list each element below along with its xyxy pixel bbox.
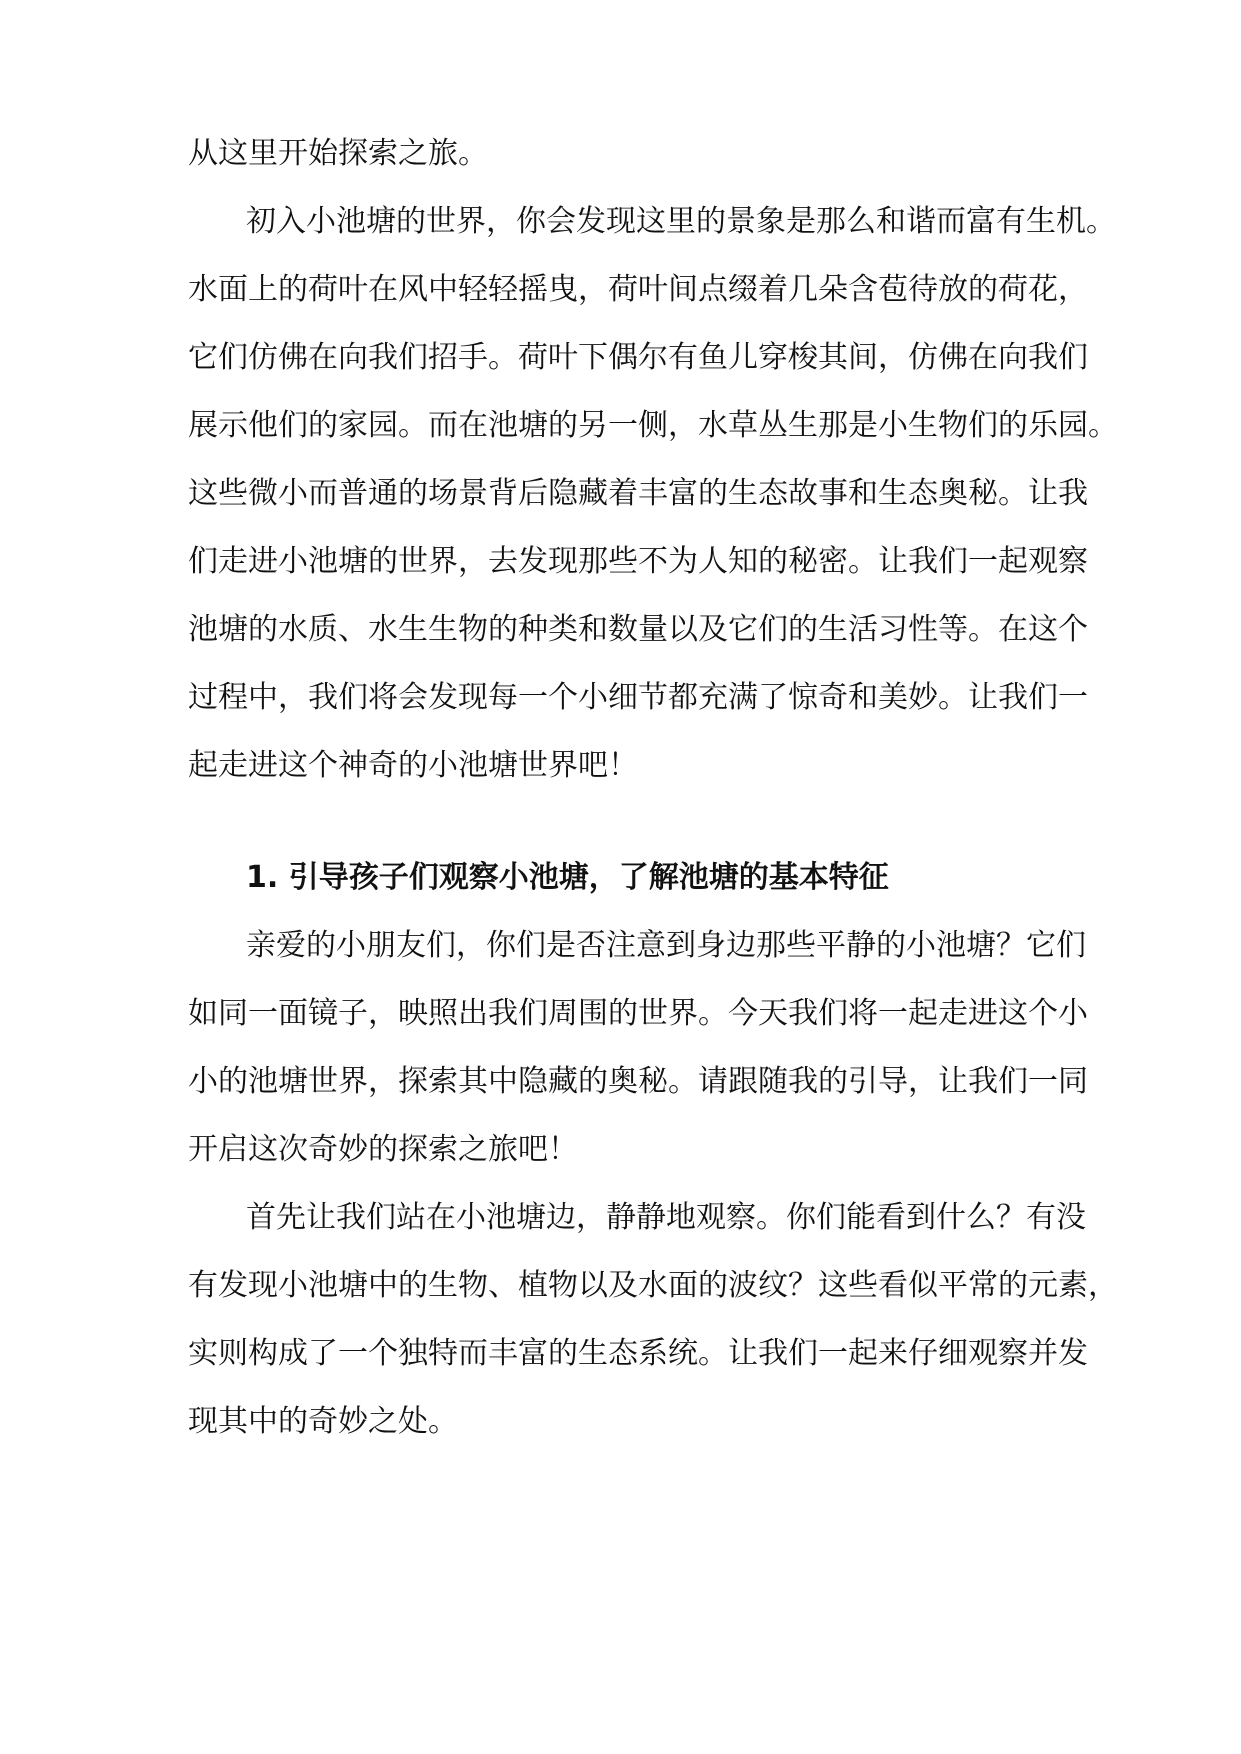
paragraph-line: 起走进这个神奇的小池塘世界吧！: [188, 748, 638, 783]
paragraph-line: 现其中的奇妙之处。: [188, 1404, 458, 1439]
paragraph-line: 水面上的荷叶在风中轻轻摇曳，荷叶间点缀着几朵含苞待放的荷花，: [188, 272, 1088, 307]
paragraph-line: 过程中，我们将会发现每一个小细节都充满了惊奇和美妙。让我们一: [188, 680, 1088, 715]
paragraph-line: 初入小池塘的世界，你会发现这里的景象是那么和谐而富有生机。: [246, 204, 1116, 239]
paragraph-line: 亲爱的小朋友们，你们是否注意到身边那些平静的小池塘？它们: [246, 928, 1086, 963]
paragraph-line: 这些微小而普通的场景背后隐藏着丰富的生态故事和生态奥秘。让我: [188, 476, 1088, 511]
paragraph-line: 有发现小池塘中的生物、植物以及水面的波纹？这些看似平常的元素，: [188, 1268, 1118, 1303]
paragraph-line: 展示他们的家园。而在池塘的另一侧，水草丛生那是小生物们的乐园。: [188, 408, 1118, 443]
paragraph-line: 池塘的水质、水生生物的种类和数量以及它们的生活习性等。在这个: [188, 612, 1088, 647]
paragraph-line: 它们仿佛在向我们招手。荷叶下偶尔有鱼儿穿梭其间，仿佛在向我们: [188, 340, 1088, 375]
paragraph-line: 们走进小池塘的世界，去发现那些不为人知的秘密。让我们一起观察: [188, 544, 1088, 579]
paragraph-line: 开启这次奇妙的探索之旅吧！: [188, 1132, 578, 1167]
section-heading: 1. 引导孩子们观察小池塘，了解池塘的基本特征: [246, 860, 889, 895]
paragraph-line: 从这里开始探索之旅。: [188, 136, 488, 171]
paragraph-line: 如同一面镜子，映照出我们周围的世界。今天我们将一起走进这个小: [188, 996, 1088, 1031]
paragraph-line: 小的池塘世界，探索其中隐藏的奥秘。请跟随我的引导，让我们一同: [188, 1064, 1088, 1099]
paragraph-line: 实则构成了一个独特而丰富的生态系统。让我们一起来仔细观察并发: [188, 1336, 1088, 1371]
paragraph-line: 首先让我们站在小池塘边，静静地观察。你们能看到什么？有没: [246, 1200, 1086, 1235]
